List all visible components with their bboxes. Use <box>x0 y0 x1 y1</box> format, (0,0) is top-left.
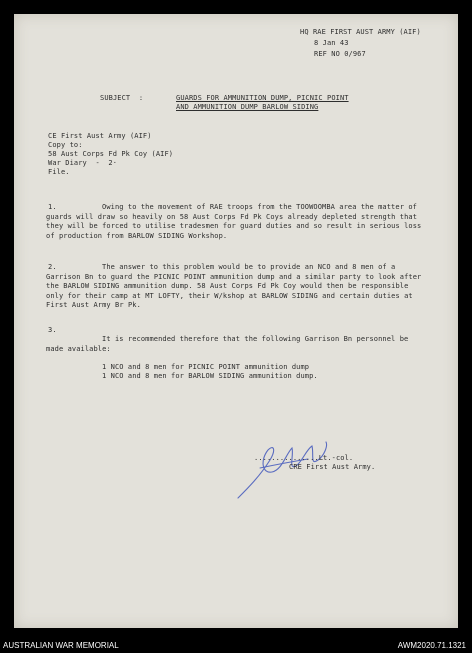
header-ref: REF NO 0/967 <box>314 50 366 58</box>
subject-label: SUBJECT : <box>100 94 144 102</box>
list-item: 1 NCO and 8 men for PICNIC POINT ammunition dump <box>102 363 310 371</box>
document-page <box>14 14 458 628</box>
distribution-line: Copy to: <box>48 141 83 149</box>
header-unit: HQ RAE FIRST AUST ARMY (AIF) <box>300 28 421 36</box>
paragraph-number: 2. <box>48 263 57 271</box>
distribution-line: War Diary - 2· <box>48 159 118 167</box>
paragraph-text: Owing to the movement of RAE troops from the TOOWOOMBA area the matter of guards will draw so heavily on 58 Aust Corps Fd Pk Coys already depleted strength that they will be forced to utilise tradesmen for guard duties and so result in serious loss of production from BARLOW SIDING Workshop. <box>46 203 422 240</box>
paragraph-text: The answer to this problem would be to provide an NCO and 8 men of a Garrison Bn to guard the PICNIC POINT ammunition dump and a similar party to look after the BARLOW SIDING ammunition dump. 58 Aust Corps Fd Pk Coy would then be responsible only for their camp at MT LOFTY, their W/kshop at BARLOW SIDING and certain duties at First Aust Army Br Pk. <box>46 263 422 310</box>
paragraph-number: 1. <box>48 203 57 211</box>
distribution-line: CE First Aust Army (AIF) <box>48 132 152 140</box>
paragraph-number: 3. <box>48 326 57 334</box>
subject-line-1: GUARDS FOR AMMUNITION DUMP, PICNIC POINT <box>176 94 349 102</box>
signature-rank-line: ...............Lt.-col. <box>254 454 354 462</box>
subject-line-2: AND AMMUNITION DUMP BARLOW SIDING <box>176 103 319 111</box>
paragraph-text: It is recommended therefore that the following Garrison Bn personnel be made available: <box>46 335 409 353</box>
archive-name: AUSTRALIAN WAR MEMORIAL <box>3 641 119 650</box>
list-item: 1 NCO and 8 men for BARLOW SIDING ammunition dump. <box>102 372 318 380</box>
header-date: 8 Jan 43 <box>314 39 349 47</box>
distribution-line: File. <box>48 168 70 176</box>
distribution-line: 58 Aust Corps Fd Pk Coy (AIF) <box>48 150 174 158</box>
archive-reference: AWM2020.71.1321 <box>397 641 466 650</box>
signatory-title: CRE First Aust Army. <box>289 463 376 471</box>
archive-footer <box>0 638 472 653</box>
